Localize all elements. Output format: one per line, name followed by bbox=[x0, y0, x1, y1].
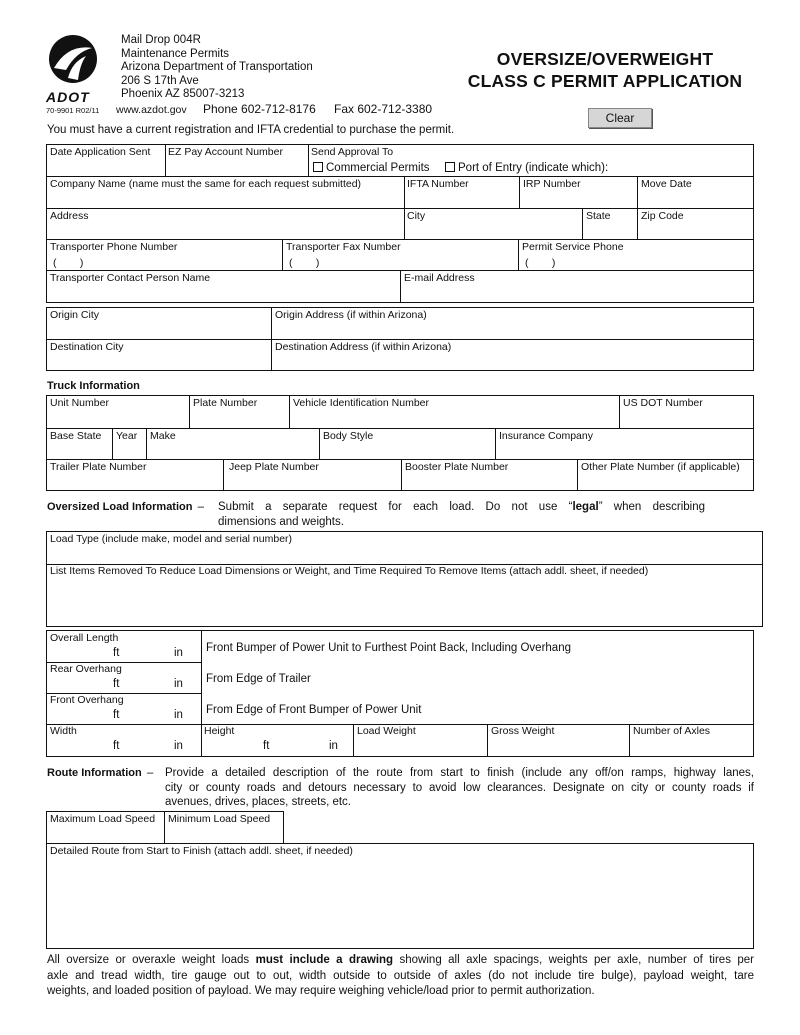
dash: – bbox=[146, 767, 154, 779]
truck-info-heading: Truck Information bbox=[47, 380, 140, 392]
instr-part1: Submit a separate request for each load. Do not use “ bbox=[218, 501, 573, 513]
commercial-permits-label: Commercial Permits bbox=[326, 162, 430, 174]
zip-field[interactable]: Zip Code bbox=[641, 210, 684, 222]
min-speed-field[interactable]: Minimum Load Speed bbox=[168, 813, 271, 825]
trailer-plate-field[interactable]: Trailer Plate Number bbox=[50, 461, 147, 473]
address-line: Maintenance Permits bbox=[121, 47, 230, 60]
usdot-field[interactable]: US DOT Number bbox=[623, 397, 703, 409]
permit-phone-parens: ( ) bbox=[525, 257, 556, 269]
body-style-field[interactable]: Body Style bbox=[323, 430, 374, 442]
phone-parens: ( ) bbox=[53, 257, 84, 269]
port-of-entry-label: Port of Entry (indicate which): bbox=[458, 162, 609, 174]
dimensions-table bbox=[46, 630, 754, 757]
logo-text: ADOT bbox=[46, 89, 90, 105]
destination-city-field[interactable]: Destination City bbox=[50, 341, 124, 353]
destination-address-field[interactable]: Destination Address (if within Arizona) bbox=[275, 341, 452, 353]
year-field[interactable]: Year bbox=[116, 430, 138, 442]
load-instruction-line2: dimensions and weights. bbox=[218, 515, 344, 528]
unit-number-field[interactable]: Unit Number bbox=[50, 397, 109, 409]
load-type-field[interactable]: Load Type (include make, model and serial number) bbox=[50, 533, 293, 545]
other-plate-field[interactable]: Other Plate Number (if applicable) bbox=[581, 461, 740, 473]
commercial-permits-option[interactable] bbox=[313, 162, 430, 174]
date-sent-field[interactable]: Date Application Sent bbox=[50, 146, 151, 158]
footer-part1: All oversize or overaxle weight loads bbox=[47, 954, 256, 966]
front-overhang-label: Front Overhang bbox=[50, 694, 124, 706]
plate-number-field[interactable]: Plate Number bbox=[193, 397, 258, 409]
ft-unit: ft bbox=[263, 740, 270, 752]
route-desc-line1: Provide a detailed description of the route from start to finish (include any off/on ramps, highway lanes, bbox=[165, 767, 754, 779]
load-description-table bbox=[46, 531, 763, 627]
vin-field[interactable]: Vehicle Identification Number bbox=[293, 397, 429, 409]
notice: You must have a current registration and IFTA credential to purchase the permit. bbox=[47, 124, 455, 136]
in-unit: in bbox=[174, 740, 183, 752]
send-approval-label: Send Approval To bbox=[311, 146, 394, 158]
ft-unit: ft bbox=[113, 647, 120, 659]
overall-length-desc: Front Bumper of Power Unit to Furthest Point Back, Including Overhang bbox=[206, 642, 571, 654]
checkbox-icon[interactable] bbox=[445, 162, 455, 172]
transporter-phone-field[interactable]: Transporter Phone Number bbox=[50, 241, 178, 253]
axles-field[interactable]: Number of Axles bbox=[633, 725, 711, 737]
instr-part2: ” when describing bbox=[598, 501, 705, 513]
ft-unit: ft bbox=[113, 709, 120, 721]
title-line-1: OVERSIZE/OVERWEIGHT bbox=[496, 49, 714, 69]
irp-field[interactable]: IRP Number bbox=[523, 178, 581, 190]
route-info-heading: Route Information bbox=[47, 767, 142, 779]
fax-parens: ( ) bbox=[289, 257, 320, 269]
rear-overhang-label: Rear Overhang bbox=[50, 663, 122, 675]
transporter-fax-field[interactable]: Transporter Fax Number bbox=[286, 241, 401, 253]
email-field[interactable]: E-mail Address bbox=[404, 272, 475, 284]
items-removed-field[interactable]: List Items Removed To Reduce Load Dimensions or Weight, and Time Required To Remove Items (attach addl. sheet, if needed) bbox=[50, 565, 649, 577]
footer-line1 bbox=[47, 953, 754, 969]
address-field[interactable]: Address bbox=[50, 210, 89, 222]
instr-legal: legal bbox=[572, 501, 599, 513]
ft-unit: ft bbox=[113, 740, 120, 752]
ez-account-field[interactable]: EZ Pay Account Number bbox=[168, 146, 283, 158]
footer-line2: axle and tread width, tire gauge out to out, width outside to outside of axles (do not include tire bulge), payload weight, tare bbox=[47, 969, 754, 982]
gross-weight-field[interactable]: Gross Weight bbox=[491, 725, 555, 737]
origin-address-field[interactable]: Origin Address (if within Arizona) bbox=[275, 309, 427, 321]
front-overhang-desc: From Edge of Front Bumper of Power Unit bbox=[206, 704, 422, 716]
general-info-table bbox=[46, 144, 754, 303]
make-field[interactable]: Make bbox=[150, 430, 176, 442]
route-desc-line2: city or county roads and detours necessary to avoid low clearances. Designate on city or county roads if bbox=[165, 781, 754, 794]
footer-line3: weights, and loaded position of payload. We may require weighing vehicle/load prior to permit authorization. bbox=[47, 985, 595, 997]
load-info-heading: Oversized Load Information bbox=[47, 501, 193, 513]
port-of-entry-option[interactable] bbox=[445, 162, 608, 174]
company-name-field[interactable]: Company Name (name must the same for each request submitted) bbox=[50, 178, 362, 190]
address-line: Mail Drop 004R bbox=[121, 34, 201, 46]
load-info-instructions bbox=[47, 500, 707, 528]
truck-info-table bbox=[46, 395, 754, 491]
in-unit: in bbox=[174, 647, 183, 659]
booster-plate-field[interactable]: Booster Plate Number bbox=[405, 461, 509, 473]
speed-table bbox=[46, 811, 284, 844]
base-state-field[interactable]: Base State bbox=[50, 430, 102, 442]
origin-destination-table bbox=[46, 307, 754, 371]
address-line: Arizona Department of Transportation bbox=[121, 61, 313, 73]
adot-logo bbox=[46, 34, 102, 105]
footer-bold: must include a drawing bbox=[255, 954, 394, 966]
address-line: 206 S 17th Ave bbox=[121, 74, 199, 87]
detailed-route-box[interactable] bbox=[46, 843, 754, 949]
ft-unit: ft bbox=[113, 678, 120, 690]
move-date-field[interactable]: Move Date bbox=[641, 178, 692, 190]
in-unit: in bbox=[329, 740, 338, 752]
footer-note bbox=[47, 953, 754, 1000]
adot-logo-icon bbox=[46, 34, 102, 86]
checkbox-icon[interactable] bbox=[313, 162, 323, 172]
load-weight-field[interactable]: Load Weight bbox=[357, 725, 416, 737]
in-unit: in bbox=[174, 709, 183, 721]
title-line-2: CLASS C PERMIT APPLICATION bbox=[467, 71, 743, 91]
rear-overhang-desc: From Edge of Trailer bbox=[206, 673, 311, 685]
clear-button[interactable]: Clear bbox=[588, 108, 652, 128]
detailed-route-label: Detailed Route from Start to Finish (attach addl. sheet, if needed) bbox=[50, 845, 353, 857]
overall-length-label: Overall Length bbox=[50, 632, 119, 644]
website: www.azdot.gov bbox=[116, 104, 187, 116]
form-title bbox=[455, 48, 755, 92]
contact-name-field[interactable]: Transporter Contact Person Name bbox=[50, 272, 211, 284]
mailing-address bbox=[121, 34, 313, 102]
form-code: 70-9901 R02/11 bbox=[46, 106, 100, 115]
origin-city-field[interactable]: Origin City bbox=[50, 309, 100, 321]
height-label: Height bbox=[204, 725, 235, 737]
load-instruction bbox=[218, 500, 705, 515]
insurance-field[interactable]: Insurance Company bbox=[499, 430, 593, 442]
address-line: Phoenix AZ 85007-3213 bbox=[121, 88, 245, 100]
route-desc-line3: avenues, drives, places, streets, etc. bbox=[165, 796, 352, 808]
city-field[interactable]: City bbox=[407, 210, 426, 222]
state-field[interactable]: State bbox=[586, 210, 611, 222]
width-label: Width bbox=[50, 725, 77, 737]
footer-part2: showing all axle spacings, weights per axle, number of tires per bbox=[393, 954, 754, 966]
permit-phone-field[interactable]: Permit Service Phone bbox=[522, 241, 624, 253]
fax: Fax 602-712-3380 bbox=[334, 102, 433, 116]
phone: Phone 602-712-8176 bbox=[203, 102, 316, 116]
dash: – bbox=[197, 501, 205, 513]
jeep-plate-field[interactable]: Jeep Plate Number bbox=[229, 461, 319, 473]
ifta-field[interactable]: IFTA Number bbox=[407, 178, 469, 190]
route-info-instructions bbox=[47, 766, 754, 808]
in-unit: in bbox=[174, 678, 183, 690]
max-speed-field[interactable]: Maximum Load Speed bbox=[50, 813, 156, 825]
